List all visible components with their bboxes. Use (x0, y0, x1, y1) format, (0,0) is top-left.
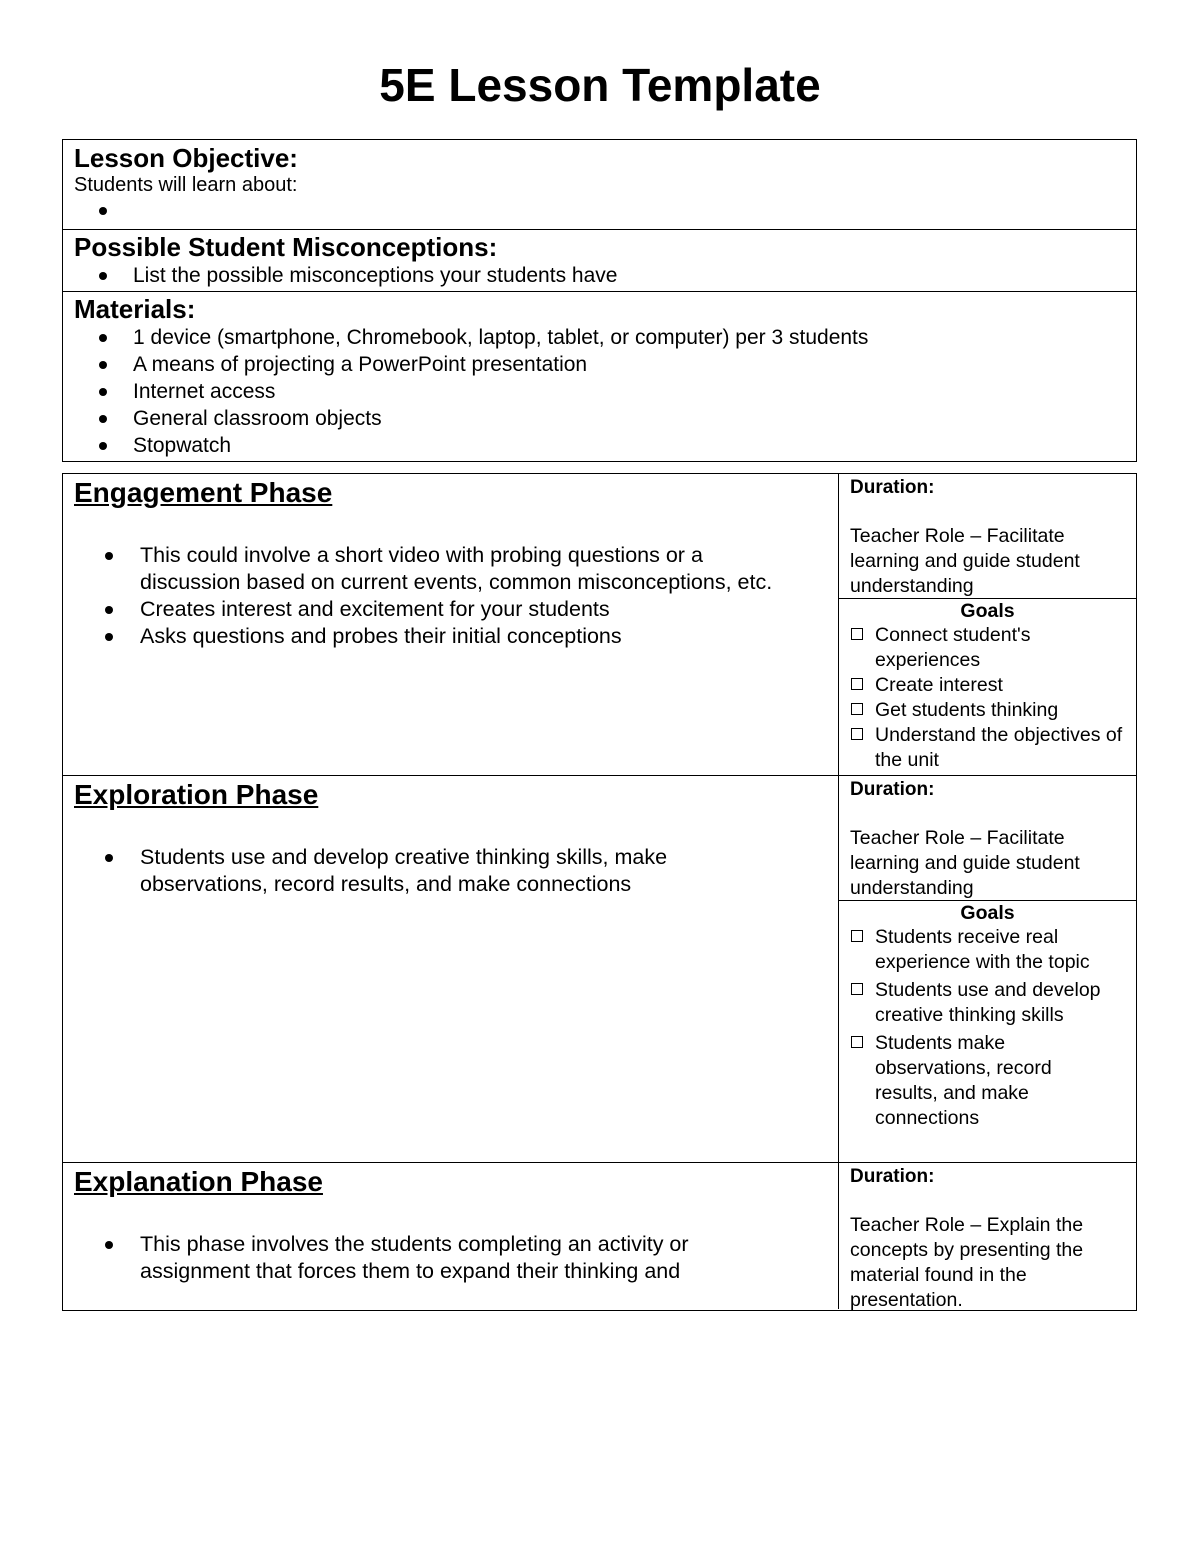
list-item: 1 device (smartphone, Chromebook, laptop, tablet, or computer) per 3 students (63, 324, 1136, 351)
checkbox-icon[interactable] (851, 628, 863, 640)
exploration-phase-sidebar (839, 776, 1136, 1162)
engagement-teacher-role: Teacher Role – Facilitate learning and guide student understanding (850, 525, 1080, 597)
engagement-phase-title: Engagement Phase (74, 477, 333, 508)
goal-text: Create interest (875, 674, 1003, 696)
goal-text: Get students thinking (875, 699, 1059, 721)
exploration-goals (839, 900, 1136, 1162)
goal-text: Students receive real experience with the topic (875, 926, 1090, 973)
lesson-objective-list (63, 197, 1136, 224)
lesson-info-table (62, 139, 1137, 462)
explanation-phase-row (63, 1162, 1136, 1309)
goal-text: Connect student's experiences (875, 624, 1031, 671)
goal-item (839, 623, 1136, 673)
list-item: List the possible misconceptions your students have (63, 262, 1136, 289)
misconceptions-list (63, 262, 1136, 289)
engagement-goals (839, 598, 1136, 775)
engagement-goals-heading: Goals (960, 600, 1015, 622)
explanation-phase-sidebar (839, 1163, 1136, 1309)
goal-item (839, 1031, 1136, 1131)
materials-heading: Materials: (74, 294, 196, 324)
list-item: Internet access (63, 378, 1136, 405)
list-item: Students use and develop creative thinking skills, make observations, record results, and make connections (63, 844, 838, 898)
goal-text: Students use and develop creative thinking skills (875, 979, 1101, 1026)
explanation-phase-list (63, 1231, 838, 1285)
checkbox-icon[interactable] (851, 703, 863, 715)
goal-item (839, 925, 1136, 975)
goal-text: Students make observations, record results, and make connections (875, 1032, 1052, 1129)
lesson-objective-heading: Lesson Objective: (74, 143, 298, 173)
exploration-phase-list (63, 844, 838, 898)
explanation-teacher-role: Teacher Role – Explain the concepts by presenting the material found in the presentation. (850, 1214, 1084, 1311)
phases-table (62, 473, 1137, 1311)
list-item: Asks questions and probes their initial conceptions (63, 623, 838, 650)
explanation-duration-label: Duration: (850, 1166, 935, 1187)
exploration-phase-title: Exploration Phase (74, 779, 319, 810)
explanation-phase-title: Explanation Phase (74, 1166, 323, 1197)
materials-section (63, 291, 1136, 461)
document-title: 5E Lesson Template (379, 59, 821, 111)
engagement-phase-content (63, 474, 839, 775)
checkbox-icon[interactable] (851, 1036, 863, 1048)
lesson-objective-intro: Students will learn about: (74, 174, 298, 196)
list-item (63, 197, 1136, 224)
misconceptions-section (63, 229, 1136, 291)
list-item: General classroom objects (63, 405, 1136, 432)
exploration-phase-content (63, 776, 839, 1162)
list-item: A means of projecting a PowerPoint presentation (63, 351, 1136, 378)
engagement-duration-label: Duration: (850, 477, 935, 498)
list-item: Stopwatch (63, 432, 1136, 459)
exploration-teacher-role: Teacher Role – Facilitate learning and guide student understanding (850, 827, 1080, 899)
list-item: This could involve a short video with probing questions or a discussion based on current events, common misconceptions, etc. (63, 542, 838, 596)
exploration-goals-heading: Goals (960, 902, 1015, 924)
engagement-phase-list (63, 542, 838, 650)
goal-item (839, 978, 1136, 1028)
checkbox-icon[interactable] (851, 983, 863, 995)
goal-item (839, 673, 1136, 698)
explanation-phase-content (63, 1163, 839, 1309)
list-item: This phase involves the students completing an activity or assignment that forces them to expand their thinking and (63, 1231, 838, 1285)
goal-item (839, 698, 1136, 723)
goal-item (839, 723, 1136, 773)
lesson-objective-section (63, 140, 1136, 229)
checkbox-icon[interactable] (851, 728, 863, 740)
engagement-phase-sidebar (839, 474, 1136, 775)
materials-list (63, 324, 1136, 459)
goal-text: Understand the objectives of the unit (875, 724, 1123, 771)
exploration-duration-label: Duration: (850, 779, 935, 800)
list-item: Creates interest and excitement for your students (63, 596, 838, 623)
exploration-phase-row (63, 775, 1136, 1162)
checkbox-icon[interactable] (851, 930, 863, 942)
checkbox-icon[interactable] (851, 678, 863, 690)
misconceptions-heading: Possible Student Misconceptions: (74, 232, 498, 262)
engagement-phase-row (63, 474, 1136, 775)
